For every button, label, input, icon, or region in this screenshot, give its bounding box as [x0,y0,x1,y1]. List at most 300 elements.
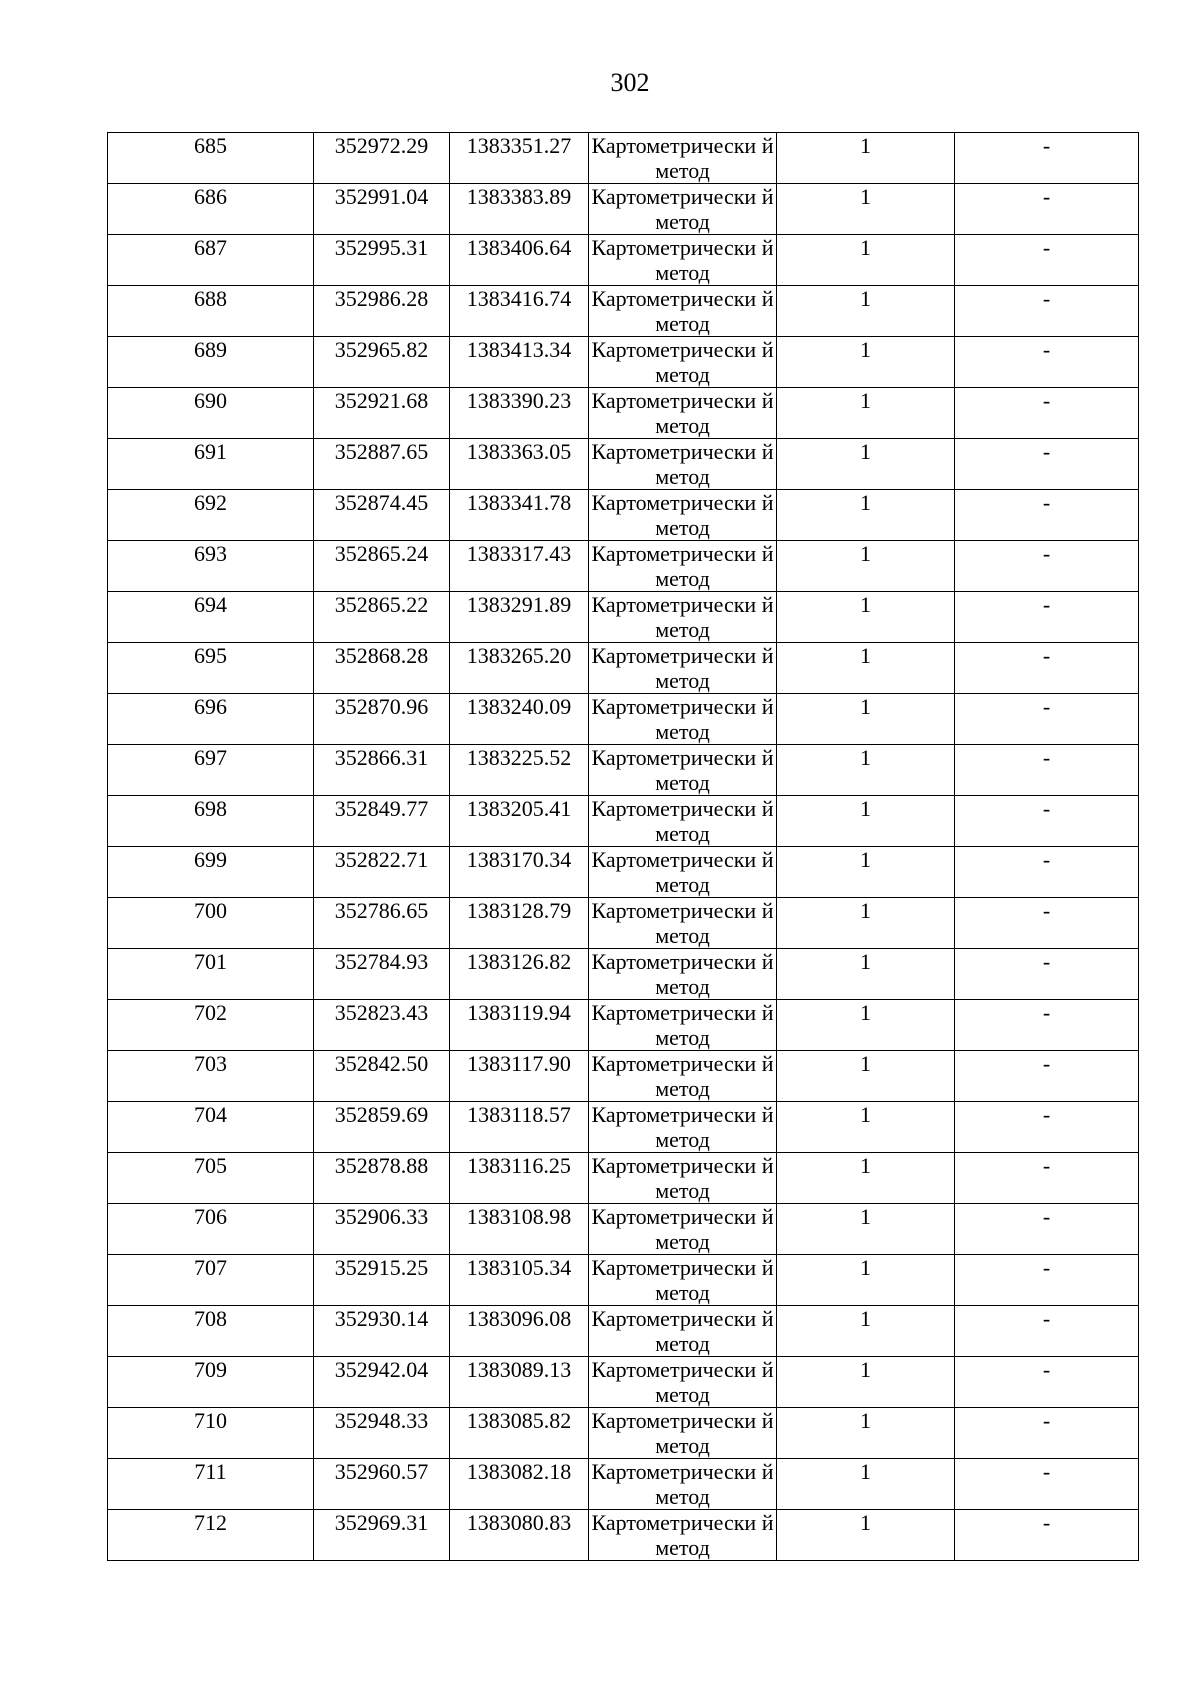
method-cell-text: Картометрически й метод [591,1408,774,1458]
method-cell [589,1510,777,1561]
x-coordinate-cell-text: 352991.04 [334,184,429,209]
point-number-cell [108,337,314,388]
note-cell [955,592,1139,643]
x-coordinate-cell-text: 352823.43 [334,1000,429,1025]
note-cell [955,388,1139,439]
point-number-cell-text: 701 [194,949,227,974]
y-coordinate-cell-text: 1383363.05 [466,439,572,464]
point-number-cell-text: 693 [194,541,227,566]
accuracy-cell [777,949,955,1000]
x-coordinate-cell-text: 352865.24 [334,541,429,566]
method-cell [589,541,777,592]
point-number-cell [108,898,314,949]
method-cell-text: Картометрически й метод [591,337,774,387]
x-coordinate-cell [314,541,450,592]
accuracy-cell-text: 1 [860,592,871,617]
y-coordinate-cell [450,439,589,490]
y-coordinate-cell [450,133,589,184]
point-number-cell [108,388,314,439]
note-cell [955,1408,1139,1459]
y-coordinate-cell-text: 1383265.20 [466,643,572,668]
method-cell [589,1051,777,1102]
x-coordinate-cell [314,337,450,388]
x-coordinate-cell [314,1204,450,1255]
accuracy-cell [777,388,955,439]
method-cell-text: Картометрически й метод [591,439,774,489]
note-cell [955,1153,1139,1204]
note-cell [955,184,1139,235]
y-coordinate-cell-text: 1383105.34 [466,1255,572,1280]
method-cell-text: Картометрически й метод [591,1255,774,1305]
note-cell-text: - [1042,337,1051,362]
table-row [108,1510,1139,1561]
note-cell-text: - [1042,1153,1051,1178]
table-row [108,184,1139,235]
point-number-cell [108,1510,314,1561]
accuracy-cell-text: 1 [860,949,871,974]
note-cell-text: - [1042,1510,1051,1535]
x-coordinate-cell [314,1510,450,1561]
table-row [108,337,1139,388]
point-number-cell-text: 706 [194,1204,227,1229]
point-number-cell [108,1408,314,1459]
y-coordinate-cell [450,541,589,592]
note-cell [955,1459,1139,1510]
point-number-cell-text: 695 [194,643,227,668]
method-cell-text: Картометрически й метод [591,235,774,285]
accuracy-cell-text: 1 [860,184,871,209]
point-number-cell [108,847,314,898]
table-row [108,1408,1139,1459]
note-cell-text: - [1042,1102,1051,1127]
point-number-cell [108,133,314,184]
table-row [108,286,1139,337]
x-coordinate-cell-text: 352874.45 [334,490,429,515]
accuracy-cell [777,592,955,643]
note-cell-text: - [1042,235,1051,260]
accuracy-cell [777,133,955,184]
table-row [108,694,1139,745]
note-cell-text: - [1042,796,1051,821]
note-cell [955,745,1139,796]
y-coordinate-cell-text: 1383390.23 [466,388,572,413]
method-cell [589,1102,777,1153]
y-coordinate-cell-text: 1383383.89 [466,184,572,209]
note-cell [955,337,1139,388]
y-coordinate-cell-text: 1383108.98 [466,1204,572,1229]
accuracy-cell-text: 1 [860,1255,871,1280]
method-cell [589,337,777,388]
method-cell [589,643,777,694]
x-coordinate-cell-text: 352878.88 [334,1153,429,1178]
table-row [108,1306,1139,1357]
accuracy-cell [777,337,955,388]
y-coordinate-cell-text: 1383170.34 [466,847,572,872]
x-coordinate-cell-text: 352942.04 [334,1357,429,1382]
method-cell-text: Картометрически й метод [591,1102,774,1152]
method-cell [589,1408,777,1459]
point-number-cell-text: 692 [194,490,227,515]
y-coordinate-cell-text: 1383240.09 [466,694,572,719]
accuracy-cell-text: 1 [860,1102,871,1127]
x-coordinate-cell-text: 352930.14 [334,1306,429,1331]
y-coordinate-cell-text: 1383416.74 [466,286,572,311]
point-number-cell-text: 703 [194,1051,227,1076]
point-number-cell-text: 712 [194,1510,227,1535]
note-cell-text: - [1042,1255,1051,1280]
y-coordinate-cell [450,1459,589,1510]
x-coordinate-cell-text: 352849.77 [334,796,429,821]
note-cell-text: - [1042,1306,1051,1331]
note-cell-text: - [1042,1408,1051,1433]
table-row [108,1051,1139,1102]
accuracy-cell [777,898,955,949]
method-cell [589,1153,777,1204]
x-coordinate-cell [314,1255,450,1306]
y-coordinate-cell [450,184,589,235]
method-cell-text: Картометрически й метод [591,694,774,744]
accuracy-cell [777,1408,955,1459]
note-cell-text: - [1042,898,1051,923]
method-cell [589,796,777,847]
y-coordinate-cell [450,745,589,796]
method-cell-text: Картометрически й метод [591,286,774,336]
point-number-cell-text: 705 [194,1153,227,1178]
table-row [108,490,1139,541]
note-cell [955,1510,1139,1561]
method-cell-text: Картометрически й метод [591,1051,774,1101]
accuracy-cell-text: 1 [860,133,871,158]
point-number-cell [108,745,314,796]
note-cell [955,1051,1139,1102]
x-coordinate-cell-text: 352865.22 [334,592,429,617]
x-coordinate-cell-text: 352786.65 [334,898,429,923]
x-coordinate-cell [314,898,450,949]
note-cell [955,1204,1139,1255]
accuracy-cell-text: 1 [860,796,871,821]
y-coordinate-cell-text: 1383205.41 [466,796,572,821]
method-cell-text: Картометрически й метод [591,1306,774,1356]
x-coordinate-cell-text: 352868.28 [334,643,429,668]
note-cell-text: - [1042,1051,1051,1076]
method-cell [589,490,777,541]
note-cell-text: - [1042,286,1051,311]
table-row [108,541,1139,592]
note-cell-text: - [1042,643,1051,668]
note-cell-text: - [1042,1000,1051,1025]
note-cell [955,643,1139,694]
point-number-cell-text: 704 [194,1102,227,1127]
accuracy-cell-text: 1 [860,1000,871,1025]
note-cell-text: - [1042,694,1051,719]
x-coordinate-cell [314,235,450,286]
point-number-cell-text: 702 [194,1000,227,1025]
x-coordinate-cell [314,286,450,337]
x-coordinate-cell-text: 352906.33 [334,1204,429,1229]
point-number-cell [108,1255,314,1306]
table-row [108,592,1139,643]
x-coordinate-cell [314,184,450,235]
table-row [108,745,1139,796]
x-coordinate-cell [314,490,450,541]
y-coordinate-cell-text: 1383317.43 [466,541,572,566]
y-coordinate-cell [450,286,589,337]
point-number-cell-text: 691 [194,439,227,464]
accuracy-cell-text: 1 [860,235,871,260]
method-cell-text: Картометрически й метод [591,184,774,234]
x-coordinate-cell [314,1408,450,1459]
x-coordinate-cell [314,388,450,439]
x-coordinate-cell [314,643,450,694]
x-coordinate-cell-text: 352887.65 [334,439,429,464]
y-coordinate-cell-text: 1383082.18 [466,1459,572,1484]
method-cell [589,694,777,745]
point-number-cell-text: 698 [194,796,227,821]
y-coordinate-cell [450,1051,589,1102]
point-number-cell-text: 694 [194,592,227,617]
point-number-cell [108,1102,314,1153]
note-cell-text: - [1042,388,1051,413]
y-coordinate-cell [450,1255,589,1306]
method-cell-text: Картометрически й метод [591,1153,774,1203]
point-number-cell [108,949,314,1000]
note-cell-text: - [1042,490,1051,515]
x-coordinate-cell [314,745,450,796]
x-coordinate-cell [314,1153,450,1204]
table-row [108,133,1139,184]
point-number-cell [108,592,314,643]
method-cell [589,286,777,337]
x-coordinate-cell [314,694,450,745]
accuracy-cell [777,1000,955,1051]
accuracy-cell [777,490,955,541]
accuracy-cell [777,439,955,490]
method-cell-text: Картометрически й метод [591,745,774,795]
y-coordinate-cell [450,847,589,898]
y-coordinate-cell [450,1357,589,1408]
accuracy-cell-text: 1 [860,388,871,413]
accuracy-cell-text: 1 [860,1306,871,1331]
point-number-cell-text: 687 [194,235,227,260]
x-coordinate-cell-text: 352866.31 [334,745,429,770]
x-coordinate-cell-text: 352995.31 [334,235,429,260]
y-coordinate-cell [450,592,589,643]
y-coordinate-cell-text: 1383089.13 [466,1357,572,1382]
accuracy-cell-text: 1 [860,745,871,770]
accuracy-cell-text: 1 [860,439,871,464]
point-number-cell-text: 699 [194,847,227,872]
note-cell [955,847,1139,898]
accuracy-cell [777,541,955,592]
point-number-cell [108,1204,314,1255]
y-coordinate-cell-text: 1383128.79 [466,898,572,923]
accuracy-cell-text: 1 [860,286,871,311]
table-body [108,133,1139,1561]
point-number-cell-text: 697 [194,745,227,770]
x-coordinate-cell-text: 352948.33 [334,1408,429,1433]
method-cell-text: Картометрически й метод [591,592,774,642]
x-coordinate-cell [314,1000,450,1051]
table-row [108,898,1139,949]
accuracy-cell [777,1357,955,1408]
accuracy-cell [777,847,955,898]
note-cell [955,541,1139,592]
method-cell [589,745,777,796]
method-cell [589,592,777,643]
accuracy-cell [777,1459,955,1510]
y-coordinate-cell [450,1306,589,1357]
accuracy-cell-text: 1 [860,1510,871,1535]
y-coordinate-cell-text: 1383413.34 [466,337,572,362]
note-cell [955,898,1139,949]
point-number-cell-text: 709 [194,1357,227,1382]
point-number-cell-text: 710 [194,1408,227,1433]
y-coordinate-cell [450,1153,589,1204]
page-number: 302 [610,68,650,97]
point-number-cell-text: 700 [194,898,227,923]
accuracy-cell [777,1051,955,1102]
accuracy-cell [777,1153,955,1204]
y-coordinate-cell-text: 1383119.94 [467,1000,571,1025]
x-coordinate-cell [314,1102,450,1153]
method-cell [589,1357,777,1408]
x-coordinate-cell [314,1459,450,1510]
note-cell-text: - [1042,847,1051,872]
accuracy-cell [777,1102,955,1153]
method-cell-text: Картометрически й метод [591,1000,774,1050]
y-coordinate-cell-text: 1383085.82 [466,1408,572,1433]
table-row [108,388,1139,439]
method-cell [589,184,777,235]
table-row [108,949,1139,1000]
note-cell [955,439,1139,490]
method-cell [589,1204,777,1255]
y-coordinate-cell [450,337,589,388]
method-cell-text: Картометрически й метод [591,847,774,897]
note-cell [955,1000,1139,1051]
accuracy-cell [777,286,955,337]
point-number-cell [108,184,314,235]
note-cell [955,490,1139,541]
method-cell [589,1306,777,1357]
accuracy-cell-text: 1 [860,1459,871,1484]
point-number-cell-text: 685 [194,133,227,158]
note-cell-text: - [1042,184,1051,209]
x-coordinate-cell-text: 352822.71 [334,847,429,872]
method-cell [589,388,777,439]
accuracy-cell-text: 1 [860,643,871,668]
x-coordinate-cell-text: 352965.82 [334,337,429,362]
note-cell-text: - [1042,541,1051,566]
x-coordinate-cell [314,1306,450,1357]
accuracy-cell [777,184,955,235]
point-number-cell-text: 711 [194,1459,227,1484]
note-cell [955,949,1139,1000]
method-cell [589,1255,777,1306]
x-coordinate-cell [314,592,450,643]
method-cell [589,439,777,490]
y-coordinate-cell [450,796,589,847]
note-cell [955,796,1139,847]
table-row [108,1255,1139,1306]
point-number-cell [108,1357,314,1408]
table-row [108,1000,1139,1051]
method-cell-text: Картометрически й метод [591,388,774,438]
accuracy-cell-text: 1 [860,1153,871,1178]
method-cell-text: Картометрически й метод [591,796,774,846]
x-coordinate-cell [314,439,450,490]
table-row [108,1102,1139,1153]
accuracy-cell-text: 1 [860,898,871,923]
x-coordinate-cell [314,949,450,1000]
y-coordinate-cell-text: 1383341.78 [466,490,572,515]
y-coordinate-cell [450,1000,589,1051]
note-cell [955,286,1139,337]
accuracy-cell-text: 1 [860,541,871,566]
note-cell [955,694,1139,745]
accuracy-cell-text: 1 [860,847,871,872]
accuracy-cell-text: 1 [860,1357,871,1382]
method-cell-text: Картометрически й метод [591,949,774,999]
point-number-cell [108,490,314,541]
table-row [108,439,1139,490]
point-number-cell [108,1000,314,1051]
y-coordinate-cell-text: 1383225.52 [466,745,572,770]
x-coordinate-cell-text: 352986.28 [334,286,429,311]
table-row [108,847,1139,898]
point-number-cell [108,1051,314,1102]
x-coordinate-cell [314,847,450,898]
x-coordinate-cell [314,1051,450,1102]
note-cell-text: - [1042,133,1051,158]
method-cell [589,898,777,949]
method-cell [589,133,777,184]
note-cell-text: - [1042,439,1051,464]
note-cell-text: - [1042,949,1051,974]
y-coordinate-cell-text: 1383116.25 [467,1153,571,1178]
x-coordinate-cell-text: 352784.93 [334,949,429,974]
accuracy-cell [777,235,955,286]
note-cell [955,1357,1139,1408]
table-row [108,1204,1139,1255]
y-coordinate-cell-text: 1383351.27 [466,133,572,158]
note-cell [955,133,1139,184]
method-cell-text: Картометрически й метод [591,1459,774,1509]
method-cell [589,1459,777,1510]
y-coordinate-cell [450,643,589,694]
x-coordinate-cell-text: 352870.96 [334,694,429,719]
method-cell [589,235,777,286]
y-coordinate-cell [450,1102,589,1153]
point-number-cell-text: 688 [194,286,227,311]
point-number-cell [108,694,314,745]
y-coordinate-cell-text: 1383117.90 [467,1051,571,1076]
coordinates-table [107,132,1139,1561]
x-coordinate-cell-text: 352915.25 [334,1255,429,1280]
accuracy-cell-text: 1 [860,1204,871,1229]
note-cell-text: - [1042,1357,1051,1382]
y-coordinate-cell [450,1510,589,1561]
accuracy-cell [777,1204,955,1255]
accuracy-cell [777,643,955,694]
accuracy-cell-text: 1 [860,337,871,362]
point-number-cell-text: 689 [194,337,227,362]
accuracy-cell [777,1306,955,1357]
y-coordinate-cell [450,490,589,541]
table-row [108,1459,1139,1510]
point-number-cell-text: 686 [194,184,227,209]
point-number-cell [108,1459,314,1510]
